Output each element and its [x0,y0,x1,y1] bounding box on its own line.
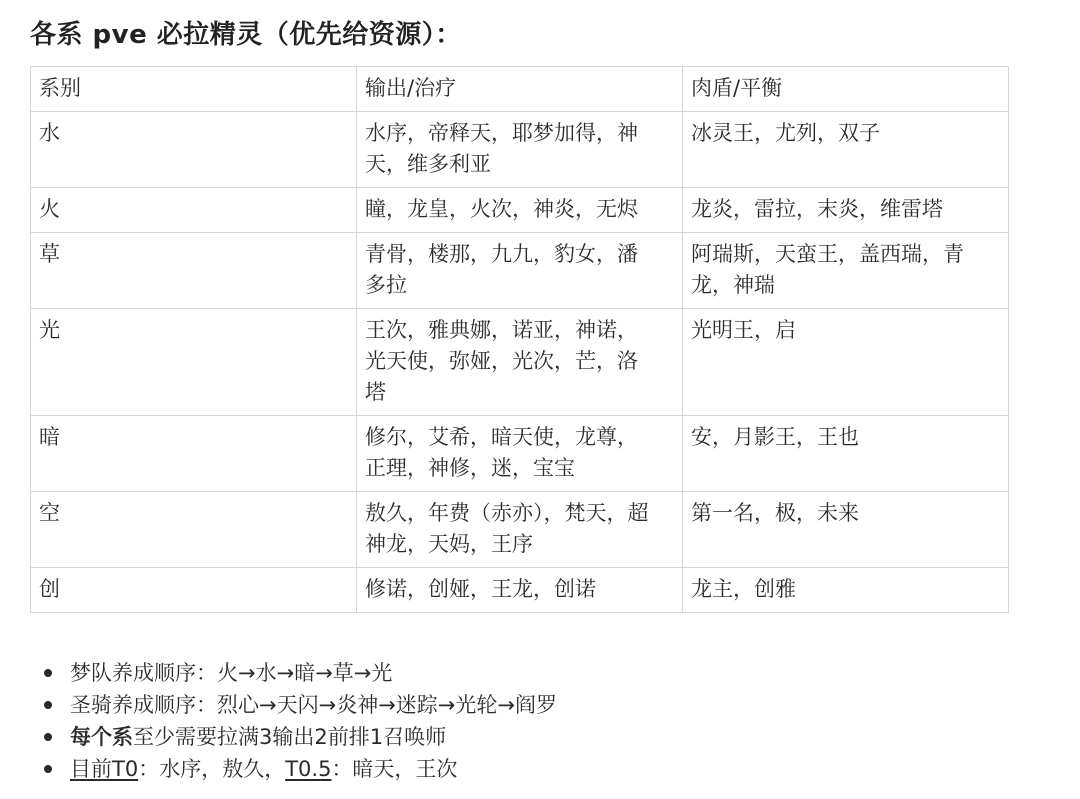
table-row [31,492,1009,568]
cell-tank-balance: 阿瑞斯，天蛮王，盖西瑞，青龙，神瑞 [683,233,1009,309]
requirement-text: 至少需要拉满3输出2前排1召唤师 [133,725,447,749]
cell-element: 创 [31,568,357,613]
cell-tank-balance: 光明王，启 [683,309,1009,416]
table-row [31,112,1009,188]
tier-t0-label: 目前T0 [70,757,139,781]
requirement-emphasis: 每个系 [70,725,133,749]
cell-tank-balance: 第一名，极，未来 [683,492,1009,568]
cell-output-heal: 修尔，艾希，暗天使，龙尊，正理，神修，迷，宝宝 [357,416,683,492]
header-output-heal: 输出/治疗 [357,67,683,112]
cell-output-heal: 修诺，创娅，王龙，创诺 [357,568,683,613]
table-row [31,416,1009,492]
bullet-dot-icon [44,733,52,741]
list-item [30,689,1010,721]
bullet-dot-icon [44,669,52,677]
cell-tank-balance: 安，月影王，王也 [683,416,1009,492]
cell-output-heal: 敖久，年费（赤亦），梵天，超神龙，天妈，王序 [357,492,683,568]
cell-tank-balance: 龙主，创雅 [683,568,1009,613]
spirit-table [30,66,1009,613]
tier-t0-value: ：水序，敖久， [138,757,286,781]
header-element: 系别 [31,67,357,112]
bullet-dot-icon [44,701,52,709]
cell-element: 空 [31,492,357,568]
table-row [31,233,1009,309]
cell-element: 火 [31,188,357,233]
list-item [30,657,1010,689]
table-row [31,568,1009,613]
tier-t05-value: ：暗天，王次 [331,757,458,781]
cell-output-heal: 王次，雅典娜，诺亚，神诺，光天使，弥娅，光次，芒，洛塔 [357,309,683,416]
page-title: 各系 pve 必拉精灵（优先给资源）： [30,20,462,50]
cell-tank-balance: 龙炎，雷拉，末炎，维雷塔 [683,188,1009,233]
table-header-row [31,67,1009,112]
cell-output-heal: 瞳，龙皇，火次，神炎，无烬 [357,188,683,233]
list-item [30,721,1010,753]
cell-element: 光 [31,309,357,416]
cell-element: 暗 [31,416,357,492]
tier-t05-label: T0.5 [285,757,332,781]
dream-team-order: 梦队养成顺序：火→水→暗→草→光 [70,661,393,685]
table-row [31,188,1009,233]
bullet-dot-icon [44,765,52,773]
table-row [31,309,1009,416]
notes-list [30,657,1010,785]
cell-element: 水 [31,112,357,188]
cell-output-heal: 水序，帝释天，耶梦加得，神天，维多利亚 [357,112,683,188]
cell-tank-balance: 冰灵王，尤列，双子 [683,112,1009,188]
cell-output-heal: 青骨，楼那，九九，豹女，潘多拉 [357,233,683,309]
paladin-order: 圣骑养成顺序：烈心→天闪→炎神→迷踪→光轮→阎罗 [70,693,557,717]
list-item [30,753,1010,785]
header-tank-balance: 肉盾/平衡 [683,67,1009,112]
cell-element: 草 [31,233,357,309]
